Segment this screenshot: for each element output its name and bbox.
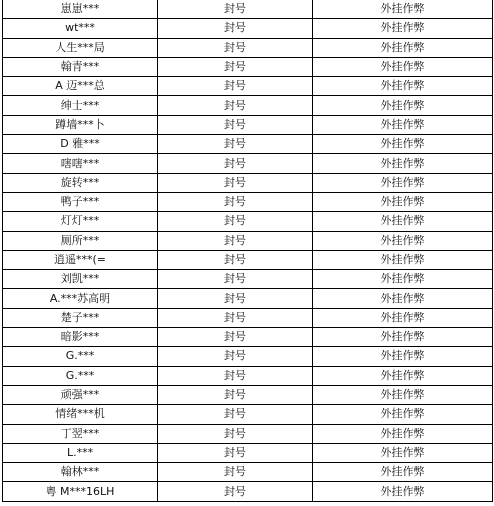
table-row <box>3 366 493 385</box>
penalty-cell[interactable]: 封号 <box>158 173 313 192</box>
penalty-cell[interactable]: 封号 <box>158 192 313 211</box>
reason-cell[interactable]: 外挂作弊 <box>313 77 493 96</box>
player-name-cell[interactable]: 人生***局 <box>3 38 158 57</box>
table-row <box>3 19 493 38</box>
reason-cell[interactable]: 外挂作弊 <box>313 250 493 269</box>
table-row <box>3 347 493 366</box>
penalty-cell[interactable]: 封号 <box>158 405 313 424</box>
player-name-cell[interactable]: 顽强*** <box>3 385 158 404</box>
player-name-cell[interactable]: G.*** <box>3 347 158 366</box>
reason-cell[interactable]: 外挂作弊 <box>313 135 493 154</box>
player-name-cell[interactable]: 鸭子*** <box>3 192 158 211</box>
penalty-cell[interactable]: 封号 <box>158 231 313 250</box>
reason-cell[interactable]: 外挂作弊 <box>313 308 493 327</box>
table-row <box>3 38 493 57</box>
reason-cell[interactable]: 外挂作弊 <box>313 212 493 231</box>
player-name-cell[interactable]: 刘凯*** <box>3 270 158 289</box>
table-row <box>3 424 493 443</box>
penalty-cell[interactable]: 封号 <box>158 135 313 154</box>
player-name-cell[interactable]: 情绪***机 <box>3 405 158 424</box>
table-row <box>3 57 493 76</box>
reason-cell[interactable]: 外挂作弊 <box>313 270 493 289</box>
table-row <box>3 231 493 250</box>
table-row <box>3 482 493 501</box>
reason-cell[interactable]: 外挂作弊 <box>313 366 493 385</box>
penalty-cell[interactable]: 封号 <box>158 328 313 347</box>
penalty-cell[interactable]: 封号 <box>158 366 313 385</box>
penalty-cell[interactable]: 封号 <box>158 212 313 231</box>
reason-cell[interactable]: 外挂作弊 <box>313 328 493 347</box>
table-row <box>3 96 493 115</box>
player-name-cell[interactable]: wt*** <box>3 19 158 38</box>
reason-cell[interactable]: 外挂作弊 <box>313 231 493 250</box>
player-name-cell[interactable]: 暗影*** <box>3 328 158 347</box>
reason-cell[interactable]: 外挂作弊 <box>313 443 493 462</box>
penalty-cell[interactable]: 封号 <box>158 424 313 443</box>
reason-cell[interactable]: 外挂作弊 <box>313 405 493 424</box>
reason-cell[interactable]: 外挂作弊 <box>313 424 493 443</box>
reason-cell[interactable]: 外挂作弊 <box>313 57 493 76</box>
player-name-cell[interactable]: 丁翌*** <box>3 424 158 443</box>
penalty-cell[interactable]: 封号 <box>158 57 313 76</box>
reason-cell[interactable]: 外挂作弊 <box>313 38 493 57</box>
penalty-cell[interactable]: 封号 <box>158 443 313 462</box>
table-row <box>3 385 493 404</box>
reason-cell[interactable]: 外挂作弊 <box>313 96 493 115</box>
player-name-cell[interactable]: 厕所*** <box>3 231 158 250</box>
table-row <box>3 77 493 96</box>
table-row <box>3 443 493 462</box>
reason-cell[interactable]: 外挂作弊 <box>313 154 493 173</box>
player-name-cell[interactable]: 灯灯*** <box>3 212 158 231</box>
penalty-cell[interactable]: 封号 <box>158 385 313 404</box>
penalty-cell[interactable]: 封号 <box>158 289 313 308</box>
player-name-cell[interactable]: 嗐嗐*** <box>3 154 158 173</box>
ban-list-table <box>2 0 493 502</box>
penalty-cell[interactable]: 封号 <box>158 154 313 173</box>
player-name-cell[interactable]: G.*** <box>3 366 158 385</box>
penalty-cell[interactable]: 封号 <box>158 38 313 57</box>
penalty-cell[interactable]: 封号 <box>158 482 313 501</box>
reason-cell[interactable]: 外挂作弊 <box>313 115 493 134</box>
table-row <box>3 192 493 211</box>
reason-cell[interactable]: 外挂作弊 <box>313 463 493 482</box>
player-name-cell[interactable]: 翰青*** <box>3 57 158 76</box>
table-row <box>3 289 493 308</box>
penalty-cell[interactable]: 封号 <box>158 463 313 482</box>
reason-cell[interactable]: 外挂作弊 <box>313 347 493 366</box>
table-row <box>3 328 493 347</box>
table-row <box>3 135 493 154</box>
penalty-cell[interactable]: 封号 <box>158 115 313 134</box>
player-name-cell[interactable]: L.*** <box>3 443 158 462</box>
penalty-cell[interactable]: 封号 <box>158 308 313 327</box>
table-row <box>3 250 493 269</box>
reason-cell[interactable]: 外挂作弊 <box>313 19 493 38</box>
player-name-cell[interactable]: 粤 M***16LH <box>3 482 158 501</box>
penalty-cell[interactable]: 封号 <box>158 19 313 38</box>
table-row <box>3 270 493 289</box>
penalty-cell[interactable]: 封号 <box>158 0 313 19</box>
player-name-cell[interactable]: 崽崽*** <box>3 0 158 19</box>
penalty-cell[interactable]: 封号 <box>158 250 313 269</box>
penalty-cell[interactable]: 封号 <box>158 96 313 115</box>
player-name-cell[interactable]: A.***苏高明 <box>3 289 158 308</box>
reason-cell[interactable]: 外挂作弊 <box>313 385 493 404</box>
player-name-cell[interactable]: 楚子*** <box>3 308 158 327</box>
table-row <box>3 463 493 482</box>
player-name-cell[interactable]: 逍遥***(= <box>3 250 158 269</box>
table-row <box>3 0 493 19</box>
table-row <box>3 405 493 424</box>
reason-cell[interactable]: 外挂作弊 <box>313 289 493 308</box>
player-name-cell[interactable]: 旋转*** <box>3 173 158 192</box>
ban-list-body <box>3 0 493 501</box>
table-row <box>3 154 493 173</box>
reason-cell[interactable]: 外挂作弊 <box>313 192 493 211</box>
player-name-cell[interactable]: D 雅*** <box>3 135 158 154</box>
player-name-cell[interactable]: 蹲墙***卜 <box>3 115 158 134</box>
player-name-cell[interactable]: 绅士*** <box>3 96 158 115</box>
player-name-cell[interactable]: 翰林*** <box>3 463 158 482</box>
reason-cell[interactable]: 外挂作弊 <box>313 0 493 19</box>
reason-cell[interactable]: 外挂作弊 <box>313 482 493 501</box>
table-row <box>3 173 493 192</box>
penalty-cell[interactable]: 封号 <box>158 347 313 366</box>
table-row <box>3 115 493 134</box>
player-name-cell[interactable]: A 迈***总 <box>3 77 158 96</box>
penalty-cell[interactable]: 封号 <box>158 77 313 96</box>
penalty-cell[interactable]: 封号 <box>158 270 313 289</box>
table-row <box>3 308 493 327</box>
reason-cell[interactable]: 外挂作弊 <box>313 173 493 192</box>
table-row <box>3 212 493 231</box>
